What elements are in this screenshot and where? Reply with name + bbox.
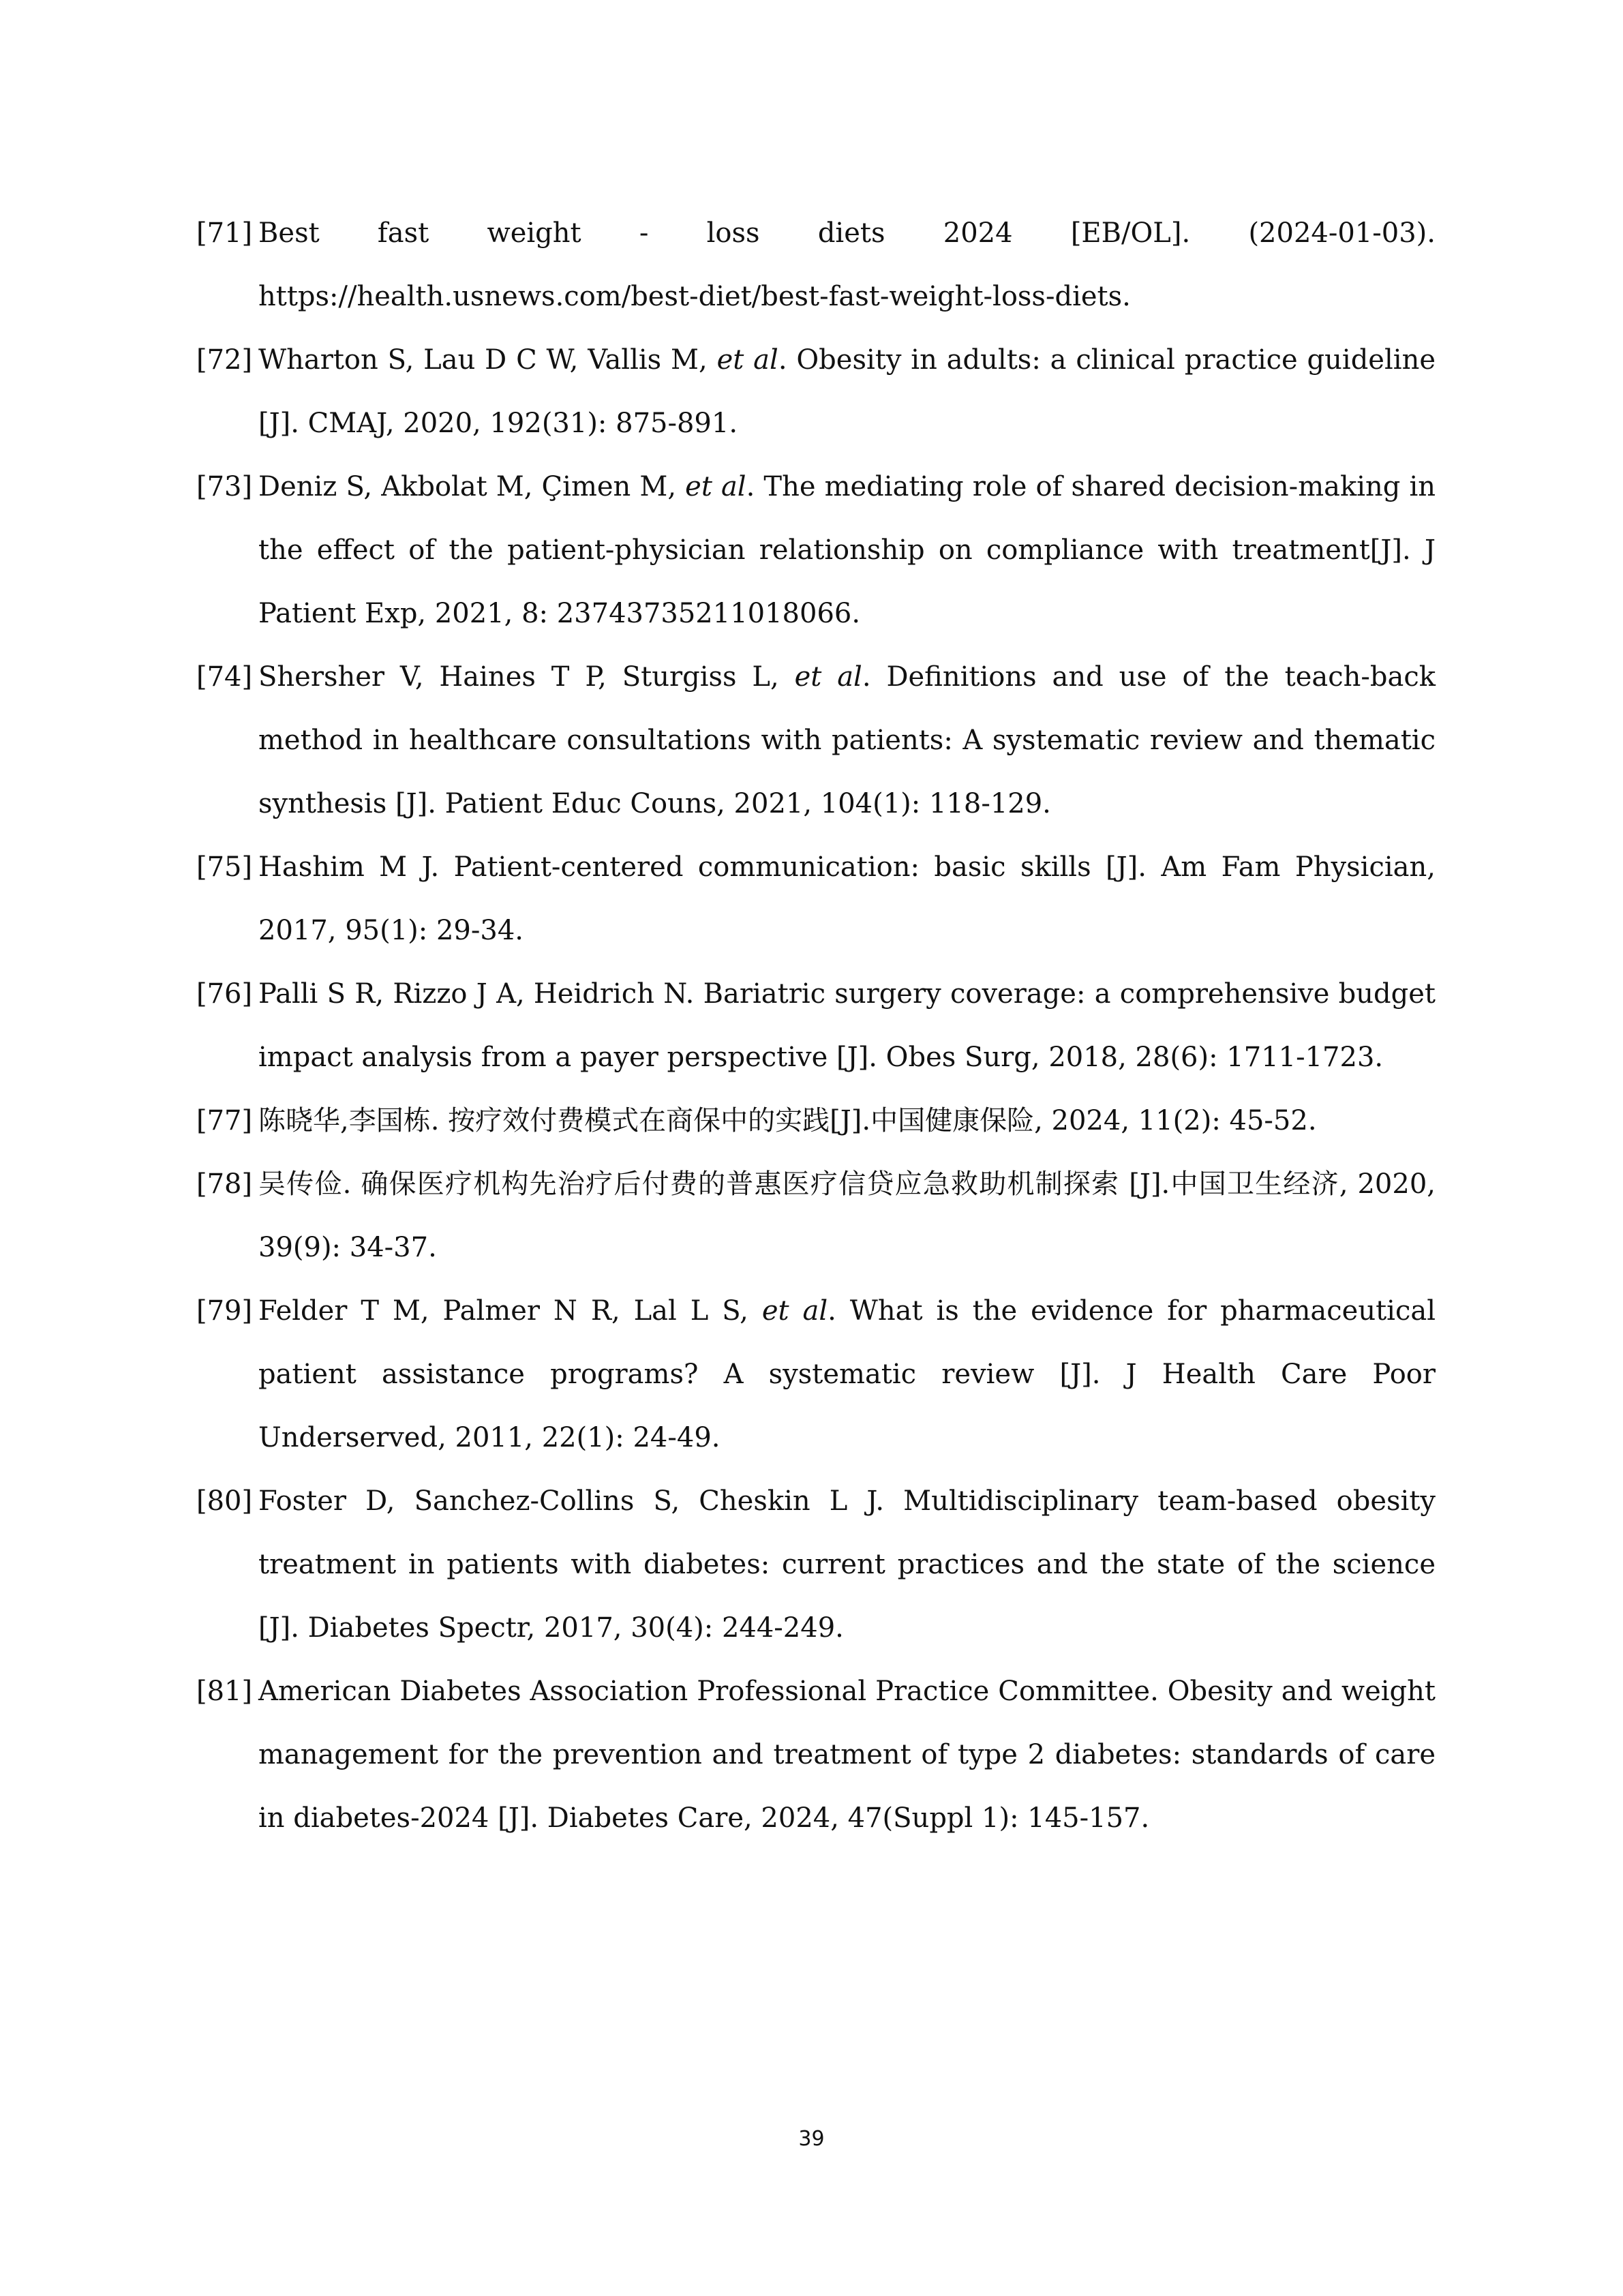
et-al-italic: et al [685,471,746,502]
reference-number: [76] [196,978,253,1010]
reference-number: [79] [196,1295,253,1327]
reference-text: Hashim M J. Patient-centered communication: basic skills [J]. Am Fam Physician, 2017, 95(1): 29-34. [258,851,1436,946]
reference-number: [81] [196,1676,253,1707]
reference-entry [196,1280,1436,1470]
reference-number: [75] [196,851,253,883]
reference-authors: Deniz S, Akbolat M, Çimen M, [258,471,686,502]
reference-entry [196,1660,1436,1850]
reference-number: [71] [196,217,253,249]
reference-number: [73] [196,471,253,502]
reference-text: Foster D, Sanchez-Collins S, Cheskin L J. Multidisciplinary team-based obesity treatment in patients with diabetes: current practices and the state of the science [J]. Diabetes Spectr, 2017, 30(4): 244-249. [258,1485,1436,1644]
et-al-italic: et al [761,1295,828,1327]
reference-number: [80] [196,1485,253,1517]
reference-text: Best fast weight - loss diets 2024 [EB/OL]. (2024-01-03). https://health.usnews.com/best-diet/best-fast-weight-loss-diets. [258,217,1436,312]
reference-entry [196,1470,1436,1660]
reference-number: [72] [196,344,253,376]
et-al-italic: et al [794,661,862,693]
reference-text: . What is the evidence for pharmaceutical patient assistance programs? A systematic review [J]. J Health Care Poor Underserved, 2011, 22(1): 24-49. [258,1295,1436,1453]
reference-text: Palli S R, Rizzo J A, Heidrich N. Bariatric surgery coverage: a comprehensive budget impact analysis from a payer perspective [J]. Obes Surg, 2018, 28(6): 1711-1723. [258,978,1436,1073]
reference-authors: Shersher V, Haines T P, Sturgiss L, [258,661,795,693]
reference-authors: Wharton S, Lau D C W, Vallis M, [258,344,717,376]
reference-entry [196,1089,1436,1153]
reference-authors: Felder T M, Palmer N R, Lal L S, [258,1295,762,1327]
reference-entry [196,202,1436,329]
reference-text: . Obesity in adults: a clinical practice guideline [J]. CMAJ, 2020, 192(31): 875-891. [258,344,1436,439]
reference-text: . Definitions and use of the teach-back method in healthcare consultations with patients: A systematic review and thematic synthesis [J]. Patient Educ Couns, 2021, 104(1): 118-129. [258,661,1436,819]
reference-list [196,202,1436,1850]
reference-text: 吴传俭. 确保医疗机构先治疗后付费的普惠医疗信贷应急救助机制探索 [J].中国卫生经济, 2020, 39(9): 34-37. [258,1168,1436,1263]
reference-text: 陈晓华,李国栋. 按疗效付费模式在商保中的实践[J].中国健康保险, 2024, 11(2): 45-52. [258,1105,1317,1136]
reference-entry [196,646,1436,836]
reference-entry [196,455,1436,646]
reference-entry [196,1153,1436,1280]
page-number: 39 [798,2127,825,2151]
reference-text: . The mediating role of shared decision-making in the effect of the patient-physician relationship on compliance with treatment[J]. J Patient Exp, 2021, 8: 23743735211018066. [258,471,1436,629]
reference-number: [74] [196,661,253,693]
reference-entry [196,329,1436,455]
reference-text: American Diabetes Association Professional Practice Committee. Obesity and weight management for the prevention and treatment of type 2 diabetes: standards of care in diabetes-2024 [J]. Diabetes Care, 2024, 47(Suppl 1): 145-157. [258,1676,1436,1834]
reference-entry [196,836,1436,963]
reference-entry [196,963,1436,1089]
reference-number: [77] [196,1105,253,1136]
et-al-italic: et al [716,344,778,376]
reference-number: [78] [196,1168,253,1200]
